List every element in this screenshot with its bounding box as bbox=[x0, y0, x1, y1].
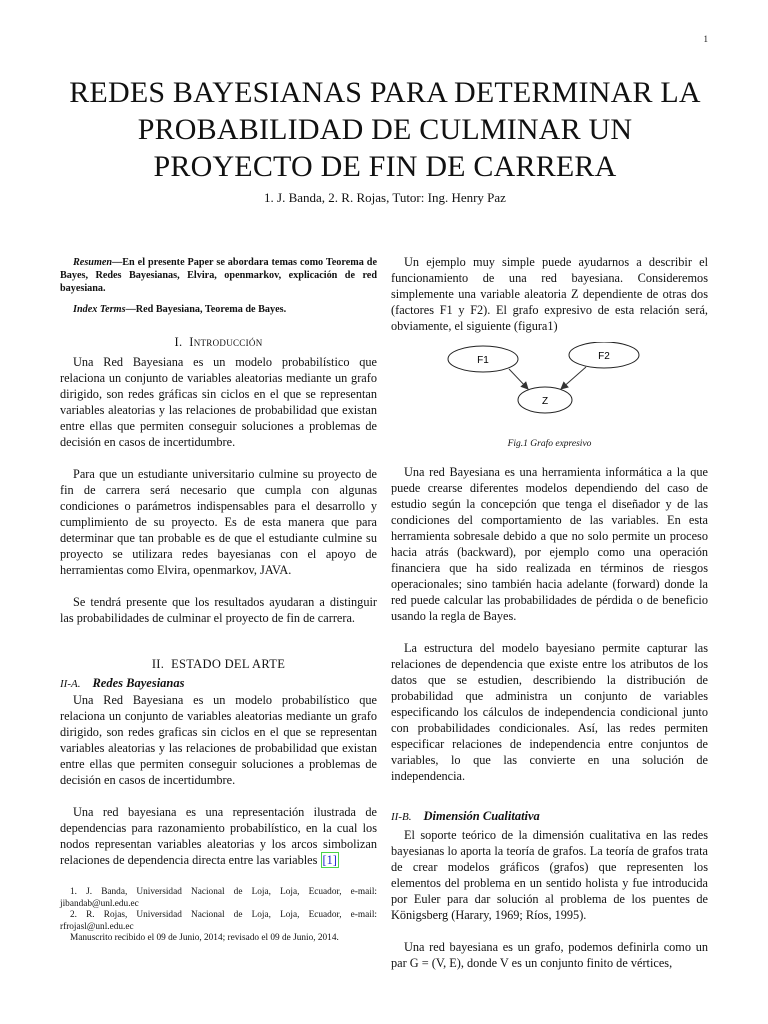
right-paragraph-1: Una red Bayesiana es una herramienta informática a la que puede crearse diferentes modelos dependiendo del caso de estudio según la concepción que tenga el diseñador y de las condiciones del comportamiento de las variables. En esta herramienta sobresale debido a que no solo permite un proceso hacia atrás (backward), por ejemplo como una operación financiera que ha sido realizada en términos de riesgos operacionales; sino también hacia adelante (forward) donde la red puede calcular las probabilidades de pérdida o de beneficio usando la regla de Bayes. bbox=[391, 465, 708, 623]
title-line-2: PROBABILIDAD DE CULMINAR UN bbox=[137, 113, 633, 146]
page-number: 1 bbox=[703, 34, 708, 44]
figure-1 bbox=[391, 342, 708, 434]
node-f2-label: F2 bbox=[598, 351, 610, 362]
subsection-title: Dimensión Cualitativa bbox=[423, 809, 540, 823]
subsection-label: II-A. bbox=[60, 678, 81, 690]
footnote-2: 2. R. Rojas, Universidad Nacional de Loja, Loja, Ecuador, e-mail: rfrojasl@unl.edu.ec bbox=[60, 910, 377, 932]
abstract-label: Resumen bbox=[73, 257, 113, 268]
figure-caption: Fig.1 Grafo expresivo bbox=[507, 439, 592, 449]
footnote-1: 1. J. Banda, Universidad Nacional de Loja, Loja, Ecuador, e-mail: jibandab@unl.edu.ec bbox=[60, 887, 377, 909]
edge-f2-z bbox=[561, 367, 586, 389]
index-terms bbox=[60, 303, 377, 316]
sub-a-paragraph-2 bbox=[60, 804, 377, 868]
bayes-graph-diagram bbox=[391, 342, 708, 434]
abstract bbox=[60, 256, 377, 295]
node-z-label: Z bbox=[541, 396, 549, 407]
abstract-text: En el presente Paper se abordara temas como Teorema de Bayes, Redes Bayesianas, Elvira, openmarkov, explicación de red bayesiana. bbox=[60, 257, 377, 294]
right-column bbox=[391, 254, 708, 971]
section-title: Introducción bbox=[189, 335, 263, 349]
section-title: ESTADO DEL ARTE bbox=[171, 657, 286, 671]
node-f1-label: F1 bbox=[477, 355, 489, 366]
abstract-dash: — bbox=[112, 257, 123, 268]
footnotes bbox=[60, 887, 377, 945]
subsection-title: Redes Bayesianas bbox=[92, 676, 185, 690]
left-column bbox=[60, 256, 377, 945]
subsection-heading-b bbox=[391, 808, 708, 825]
index-terms-text: Red Bayesiana, Teorema de Bayes. bbox=[135, 304, 287, 315]
index-terms-dash: — bbox=[125, 304, 136, 315]
sub-a-paragraph-1: Una Red Bayesiana es un modelo probabilístico que relaciona un conjunto de variables aleatorias mediante un grafo dirigido, son redes graficas sin ciclos en el que se representan variables aleatorias y las relaciones de probabilidad que existan entre ellas que permiten conseguir soluciones a problemas de decisión en casos de incertidumbre. bbox=[60, 693, 377, 787]
section-number: II. bbox=[151, 657, 165, 671]
citation-link[interactable]: [1] bbox=[322, 853, 337, 867]
paper-title bbox=[40, 74, 730, 185]
intro-paragraph-3: Se tendrá presente que los resultados ayudaran a distinguir las probabilidades de culminar el proyecto de fin de carrera. bbox=[60, 595, 377, 625]
subsection-label: II-B. bbox=[391, 811, 412, 823]
right-paragraph-2: La estructura del modelo bayesiano permite capturar las relaciones de dependencia que existe entre los atributos de los datos que se estudien, describiendo la distribución de probabilidad que administra un conjunto de variables especificando los cálculos de independencia condicional junto con probabilidades condicionales. Así, las redes permiten especificar relaciones de independencia entre conjuntos de variables, lo que las convierte en una solución de independencia. bbox=[391, 641, 708, 783]
index-terms-label: Index Terms bbox=[73, 304, 126, 315]
edge-f1-z bbox=[509, 369, 528, 389]
intro-paragraph-1: Una Red Bayesiana es un modelo probabilístico que relaciona un conjunto de variables aleatorias mediante un grafo dirigido, son redes gráficas sin ciclos en el que se representan variables aleatorias y las relaciones de probabilidad que existan entre ellas que permiten conseguir soluciones a problemas de decisión en casos de incertidumbre. bbox=[60, 355, 377, 449]
intro-paragraph-2: Para que un estudiante universitario culmine su proyecto de fin de carrera será necesario que cumpla con algunas condiciones o parámetros indispensables para el desarrollo y cumplimiento de su proyecto. Es de esta manera que para determinar que tan probable es de que el estudiante culmine su proyecto se utilizara redes bayesianas con el apoyo de herramientas como Elvira, openmarkov, JAVA. bbox=[60, 467, 377, 577]
sub-b-paragraph-2: Una red bayesiana es un grafo, podemos definirla como un par G = (V, E), donde V es un conjunto finito de vértices, bbox=[391, 940, 708, 970]
title-line-1: REDES BAYESIANAS PARA DETERMINAR LA bbox=[69, 76, 701, 109]
right-intro-paragraph: Un ejemplo muy simple puede ayudarnos a describir el funcionamiento de una red bayesiana. Consideremos simplemente una variable aleatoria Z dependiente de otras dos (factores F1 y F2). El grafo expresivo de esta relación será, obviamente, el siguiente (figura1) bbox=[391, 255, 708, 333]
title-line-3: PROYECTO DE FIN DE CARRERA bbox=[153, 150, 617, 183]
sub-b-paragraph-1: El soporte teórico de la dimensión cualitativa en las redes bayesianas lo aporta la teoría de grafos. La teoría de grafos trata de crear modelos gráficos (grafos) que representen los elementos del problema en un sentido holista y fue introducida por Euler para dar solución al problema de los puentes de Königsberg (Harary, 1969; Ríos, 1995). bbox=[391, 828, 708, 922]
section-heading-intro bbox=[60, 334, 377, 350]
section-number: I. bbox=[174, 335, 183, 349]
section-heading-estado bbox=[60, 656, 377, 672]
authors: 1. J. Banda, 2. R. Rojas, Tutor: Ing. Henry Paz bbox=[264, 190, 506, 205]
footnote-3: Manuscrito recibido el 09 de Junio, 2014; revisado el 09 de Junio, 2014. bbox=[70, 933, 339, 943]
subsection-heading-a bbox=[60, 675, 377, 692]
sub-a-paragraph-2-text: Una red bayesiana es una representación ilustrada de dependencias para razonamiento probabilístico, en la cual los nodos representan variables aleatorias y los arcos simbolizan relaciones de dependencia directa entre las variables bbox=[60, 805, 377, 867]
